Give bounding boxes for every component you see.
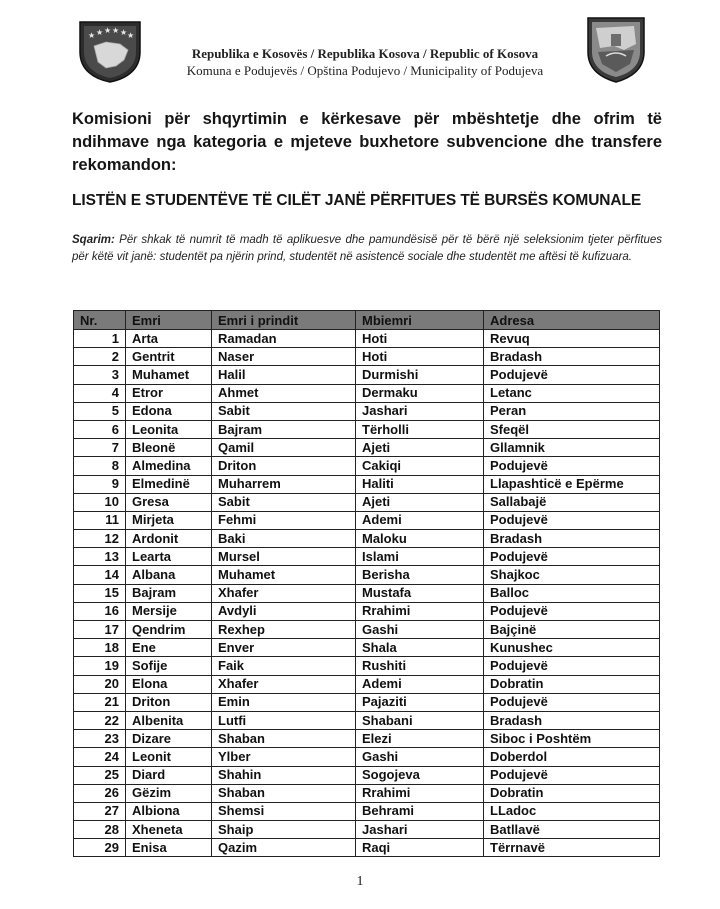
cell-adresa: Podujevë (484, 457, 660, 475)
cell-adresa: Bradash (484, 348, 660, 366)
cell-emri-i-prindit: Ylber (212, 748, 356, 766)
table-row (74, 748, 660, 766)
svg-text:★: ★ (127, 31, 135, 40)
kosovo-coat-of-arms-icon (76, 16, 144, 84)
column-header-emri-i-prindit: Emri i prindit (212, 311, 356, 330)
cell-emri-i-prindit: Bajram (212, 420, 356, 438)
header-line-1: Republika e Kosovës / Republika Kosova / Republic of Kosova (191, 46, 539, 61)
table-row (74, 675, 660, 693)
table-row (74, 784, 660, 802)
cell-mbiemri: Sogojeva (356, 766, 484, 784)
table-row (74, 530, 660, 548)
cell-emri: Sofije (126, 657, 212, 675)
cell-mbiemri: Hoti (356, 330, 484, 348)
cell-adresa: Bajçinë (484, 621, 660, 639)
cell-mbiemri: Ademi (356, 675, 484, 693)
cell-emri: Elmedinë (126, 475, 212, 493)
table-row (74, 330, 660, 348)
cell-emri: Albana (126, 566, 212, 584)
cell-emri-i-prindit: Faik (212, 657, 356, 675)
cell-emri: Etror (126, 384, 212, 402)
table-row (74, 802, 660, 820)
cell-nr: 9 (74, 475, 126, 493)
cell-mbiemri: Jashari (356, 821, 484, 839)
cell-nr: 17 (74, 621, 126, 639)
cell-emri-i-prindit: Shahin (212, 766, 356, 784)
cell-adresa: Doberdol (484, 748, 660, 766)
note-label: Sqarim: (72, 234, 115, 246)
cell-mbiemri: Shabani (356, 711, 484, 729)
cell-mbiemri: Berisha (356, 566, 484, 584)
cell-adresa: Podujevë (484, 548, 660, 566)
cell-emri: Gëzim (126, 784, 212, 802)
cell-adresa: Peran (484, 402, 660, 420)
cell-emri-i-prindit: Qazim (212, 839, 356, 857)
cell-nr: 22 (74, 711, 126, 729)
cell-nr: 29 (74, 839, 126, 857)
cell-nr: 4 (74, 384, 126, 402)
cell-emri-i-prindit: Shemsi (212, 802, 356, 820)
table-row (74, 693, 660, 711)
cell-emri-i-prindit: Ahmet (212, 384, 356, 402)
cell-nr: 26 (74, 784, 126, 802)
page-number: 1 (356, 874, 364, 889)
cell-emri-i-prindit: Muharrem (212, 475, 356, 493)
cell-mbiemri: Rushiti (356, 657, 484, 675)
svg-text:★: ★ (120, 28, 128, 37)
cell-nr: 21 (74, 693, 126, 711)
cell-nr: 16 (74, 602, 126, 620)
commission-intro: Komisioni për shqyrtimin e kërkesave për mbështetje dhe ofrim të ndihmave nga kategoria e mjeteve buxhetore subvencione dhe transfere rekomandon: (72, 110, 662, 174)
cell-emri-i-prindit: Ramadan (212, 330, 356, 348)
cell-emri-i-prindit: Shaip (212, 821, 356, 839)
cell-emri: Edona (126, 402, 212, 420)
cell-mbiemri: Elezi (356, 730, 484, 748)
cell-adresa: Llapashticë e Epërme (484, 475, 660, 493)
cell-mbiemri: Maloku (356, 530, 484, 548)
table-header-row (74, 311, 660, 330)
table-row (74, 457, 660, 475)
table-row (74, 657, 660, 675)
cell-emri: Gresa (126, 493, 212, 511)
cell-emri: Almedina (126, 457, 212, 475)
cell-adresa: Kunushec (484, 639, 660, 657)
cell-mbiemri: Ajeti (356, 439, 484, 457)
table-row (74, 402, 660, 420)
cell-adresa: Siboc i Poshtëm (484, 730, 660, 748)
cell-nr: 3 (74, 366, 126, 384)
cell-nr: 7 (74, 439, 126, 457)
cell-adresa: Podujevë (484, 602, 660, 620)
cell-adresa: Letanc (484, 384, 660, 402)
cell-emri: Bajram (126, 584, 212, 602)
column-header-nr: Nr. (74, 311, 126, 330)
cell-nr: 13 (74, 548, 126, 566)
cell-emri: Muhamet (126, 366, 212, 384)
cell-emri: Mersije (126, 602, 212, 620)
cell-emri-i-prindit: Halil (212, 366, 356, 384)
students-table (73, 310, 660, 857)
cell-nr: 24 (74, 748, 126, 766)
cell-nr: 20 (74, 675, 126, 693)
cell-mbiemri: Jashari (356, 402, 484, 420)
cell-mbiemri: Mustafa (356, 584, 484, 602)
cell-mbiemri: Ajeti (356, 493, 484, 511)
table-row (74, 348, 660, 366)
cell-nr: 27 (74, 802, 126, 820)
table-row (74, 711, 660, 729)
table-row (74, 766, 660, 784)
clarification-note (72, 232, 662, 266)
cell-mbiemri: Haliti (356, 475, 484, 493)
cell-emri-i-prindit: Sabit (212, 402, 356, 420)
podujeva-coat-of-arms-icon (584, 14, 648, 84)
cell-emri: Learta (126, 548, 212, 566)
table-row (74, 639, 660, 657)
cell-emri-i-prindit: Fehmi (212, 511, 356, 529)
cell-emri: Ardonit (126, 530, 212, 548)
cell-nr: 25 (74, 766, 126, 784)
cell-emri: Elona (126, 675, 212, 693)
cell-adresa: Bradash (484, 530, 660, 548)
cell-emri-i-prindit: Lutfi (212, 711, 356, 729)
svg-text:★: ★ (96, 28, 104, 37)
cell-nr: 1 (74, 330, 126, 348)
cell-nr: 14 (74, 566, 126, 584)
table-row (74, 821, 660, 839)
cell-adresa: Sallabajë (484, 493, 660, 511)
cell-emri: Leonit (126, 748, 212, 766)
cell-adresa: Podujevë (484, 693, 660, 711)
cell-emri: Albenita (126, 711, 212, 729)
cell-nr: 5 (74, 402, 126, 420)
cell-mbiemri: Raqi (356, 839, 484, 857)
cell-adresa: Tërrnavë (484, 839, 660, 857)
table-row (74, 730, 660, 748)
cell-adresa: Podujevë (484, 511, 660, 529)
cell-adresa: Dobratin (484, 784, 660, 802)
cell-emri: Driton (126, 693, 212, 711)
cell-adresa: Podujevë (484, 657, 660, 675)
cell-mbiemri: Hoti (356, 348, 484, 366)
cell-mbiemri: Durmishi (356, 366, 484, 384)
table-body (74, 330, 660, 857)
cell-mbiemri: Rrahimi (356, 784, 484, 802)
cell-emri: Mirjeta (126, 511, 212, 529)
cell-emri-i-prindit: Rexhep (212, 621, 356, 639)
column-header-mbiemri: Mbiemri (356, 311, 484, 330)
cell-nr: 19 (74, 657, 126, 675)
table-row (74, 566, 660, 584)
cell-emri-i-prindit: Muhamet (212, 566, 356, 584)
table-row (74, 621, 660, 639)
cell-emri: Arta (126, 330, 212, 348)
cell-mbiemri: Gashi (356, 621, 484, 639)
cell-emri: Diard (126, 766, 212, 784)
table-row (74, 602, 660, 620)
cell-mbiemri: Islami (356, 548, 484, 566)
cell-adresa: Gllamnik (484, 439, 660, 457)
cell-nr: 2 (74, 348, 126, 366)
cell-adresa: Dobratin (484, 675, 660, 693)
cell-emri-i-prindit: Emin (212, 693, 356, 711)
table-row (74, 839, 660, 857)
table-row (74, 475, 660, 493)
table-row (74, 366, 660, 384)
table-row (74, 548, 660, 566)
note-text: Për shkak të numrit të madh të aplikuesve dhe pamundësisë për të bërë një seleksionim tjeter përfitues për këtë vit janë: studentët pa njërin prind, studentët në asistencë sociale dhe studentët me aftësi të kufizuara. (72, 234, 662, 263)
cell-mbiemri: Dermaku (356, 384, 484, 402)
column-header-emri: Emri (126, 311, 212, 330)
table-row (74, 384, 660, 402)
cell-emri-i-prindit: Avdyli (212, 602, 356, 620)
cell-nr: 11 (74, 511, 126, 529)
cell-adresa: LLadoc (484, 802, 660, 820)
cell-adresa: Shajkoc (484, 566, 660, 584)
cell-nr: 23 (74, 730, 126, 748)
cell-nr: 28 (74, 821, 126, 839)
cell-emri: Ene (126, 639, 212, 657)
cell-emri-i-prindit: Sabit (212, 493, 356, 511)
cell-emri: Qendrim (126, 621, 212, 639)
cell-adresa: Batllavë (484, 821, 660, 839)
cell-mbiemri: Pajaziti (356, 693, 484, 711)
cell-emri: Leonita (126, 420, 212, 438)
cell-emri: Xheneta (126, 821, 212, 839)
cell-emri-i-prindit: Enver (212, 639, 356, 657)
column-header-adresa: Adresa (484, 311, 660, 330)
cell-emri: Albiona (126, 802, 212, 820)
cell-nr: 12 (74, 530, 126, 548)
cell-nr: 15 (74, 584, 126, 602)
cell-adresa: Bradash (484, 711, 660, 729)
cell-emri: Dizare (126, 730, 212, 748)
cell-emri-i-prindit: Shaban (212, 730, 356, 748)
cell-nr: 6 (74, 420, 126, 438)
cell-emri-i-prindit: Shaban (212, 784, 356, 802)
cell-emri: Gentrit (126, 348, 212, 366)
table-row (74, 439, 660, 457)
header-titles (150, 46, 580, 79)
svg-text:★: ★ (104, 26, 112, 35)
table-row (74, 511, 660, 529)
cell-emri-i-prindit: Driton (212, 457, 356, 475)
cell-nr: 18 (74, 639, 126, 657)
cell-emri-i-prindit: Qamil (212, 439, 356, 457)
cell-mbiemri: Shala (356, 639, 484, 657)
svg-text:★: ★ (112, 26, 120, 35)
cell-adresa: Balloc (484, 584, 660, 602)
cell-mbiemri: Rrahimi (356, 602, 484, 620)
cell-mbiemri: Cakiqi (356, 457, 484, 475)
cell-nr: 8 (74, 457, 126, 475)
cell-mbiemri: Tërholli (356, 420, 484, 438)
table-row (74, 584, 660, 602)
cell-emri-i-prindit: Xhafer (212, 584, 356, 602)
cell-emri-i-prindit: Xhafer (212, 675, 356, 693)
cell-emri-i-prindit: Baki (212, 530, 356, 548)
cell-adresa: Revuq (484, 330, 660, 348)
cell-adresa: Podujevë (484, 766, 660, 784)
cell-mbiemri: Gashi (356, 748, 484, 766)
header-line-2: Komuna e Podujevës / Opština Podujevo / Municipality of Podujeva (186, 63, 544, 78)
svg-text:★: ★ (88, 31, 96, 40)
cell-nr: 10 (74, 493, 126, 511)
cell-emri: Bleonë (126, 439, 212, 457)
cell-emri-i-prindit: Naser (212, 348, 356, 366)
cell-emri-i-prindit: Mursel (212, 548, 356, 566)
table-row (74, 420, 660, 438)
cell-adresa: Sfeqël (484, 420, 660, 438)
cell-mbiemri: Ademi (356, 511, 484, 529)
cell-mbiemri: Behrami (356, 802, 484, 820)
list-title: LISTËN E STUDENTËVE TË CILËT JANË PËRFITUES TË BURSËS KOMUNALE (72, 192, 642, 209)
cell-emri: Enisa (126, 839, 212, 857)
cell-adresa: Podujevë (484, 366, 660, 384)
table-row (74, 493, 660, 511)
